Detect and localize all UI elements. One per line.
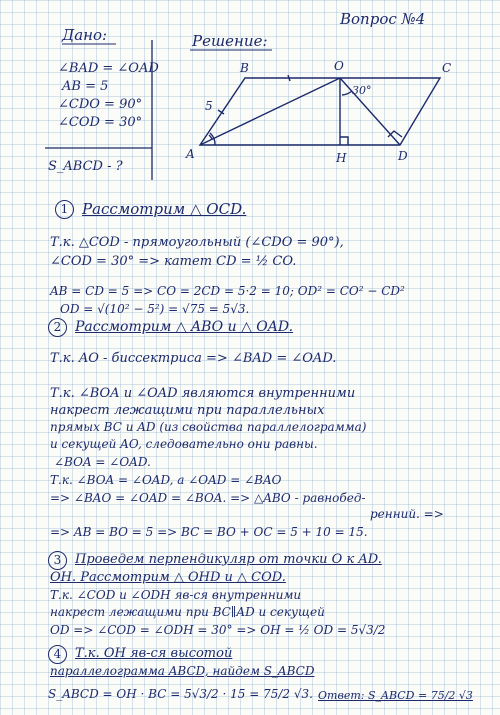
step-2-line-2: Т.к. ∠BOA и ∠OAD являются внутренними [50, 386, 356, 401]
step-2-line-1: Т.к. AO - биссектриса => ∠BAD = ∠OAD. [50, 351, 337, 366]
step-1-line-3: AB = CD = 5 => CO = 2CD = 5·2 = 10; OD² = CO² − CD² [50, 284, 405, 298]
given-find: S_ABCD - ? [48, 159, 123, 174]
right-angle-d [388, 131, 402, 137]
angle-arc-o [342, 91, 352, 95]
step-4-number: 4 [48, 645, 67, 664]
label-c: C [442, 61, 452, 75]
step-4-title: Т.к. OH яв-ся высотой [75, 646, 233, 661]
step-1-line-1: Т.к. △COD - прямоугольный (∠CDO = 90°), [50, 235, 344, 250]
step-3-title: Проведем перпендикуляр от точки O к AD. [75, 552, 382, 567]
step-3-number: 3 [48, 551, 67, 570]
step-2-line-6: ∠BOA = ∠OAD. [54, 455, 151, 469]
label-b: B [240, 61, 249, 75]
tick-bo [288, 75, 290, 81]
label-d: D [398, 149, 408, 163]
question-title: Вопрос №4 [340, 10, 426, 28]
right-angle-h [340, 137, 348, 145]
step-1-line-2: ∠COD = 30° => катет CD = ½ CO. [50, 254, 297, 269]
label-o: O [334, 59, 344, 73]
answer: Ответ: S_ABCD = 75/2 √3 [318, 689, 473, 702]
given-line-3: ∠CDO = 90° [58, 97, 143, 112]
step-1-line-4: OD = √(10² − 5²) = √75 = 5√3. [60, 302, 250, 316]
solution-title: Решение: [192, 32, 268, 50]
step-2-line-4: прямых BC и AD (из свойства параллелограмма) [50, 420, 367, 434]
step-1-number: 1 [55, 200, 74, 219]
step-2-line-9: ренний. => [370, 507, 444, 521]
label-h: H [336, 151, 347, 165]
step-3-line-4: OD => ∠COD = ∠ODH = 30° => OH = ½ OD = 5√3/2 [50, 623, 386, 637]
step-2-number: 2 [48, 318, 67, 337]
step-2-line-8: => ∠BAO = ∠OAD = ∠BOA. => △ABO - равнобед- [50, 491, 366, 505]
step-2-line-7: Т.к. ∠BOA = ∠OAD, а ∠OAD = ∠BAO [50, 473, 282, 487]
label-angle-30: 30° [352, 84, 372, 97]
step-3-line-2: Т.к. ∠COD и ∠ODH яв-ся внутренними [50, 588, 302, 602]
given-line-4: ∠COD = 30° [58, 115, 143, 130]
label-side-5: 5 [205, 99, 213, 113]
step-2-title: Рассмотрим △ ABO и △ OAD. [75, 319, 294, 335]
given-line-2: AB = 5 [62, 79, 109, 94]
step-3-line-1: OH. Рассмотрим △ OHD и △ COD. [50, 570, 286, 585]
step-4-line-2: S_ABCD = OH · BC = 5√3/2 · 15 = 75/2 √3. [48, 687, 313, 701]
step-1-title: Рассмотрим △ OCD. [82, 200, 247, 218]
step-2-line-10: => AB = BO = 5 => BC = BO + OC = 5 + 10 = 15. [50, 525, 368, 539]
step-2-line-5: и секущей AO, следовательно они равны. [50, 437, 318, 451]
label-a: A [186, 147, 195, 161]
given-line-1: ∠BAD = ∠OAD [58, 61, 159, 76]
step-4-line-1: параллелограмма ABCD, найдем S_ABCD [50, 664, 315, 678]
step-2-line-3: накрест лежащими при параллельных [50, 403, 325, 418]
given-title: Дано: [62, 26, 108, 44]
step-3-line-3: накрест лежащими при BC∥AD и секущей [50, 605, 325, 619]
